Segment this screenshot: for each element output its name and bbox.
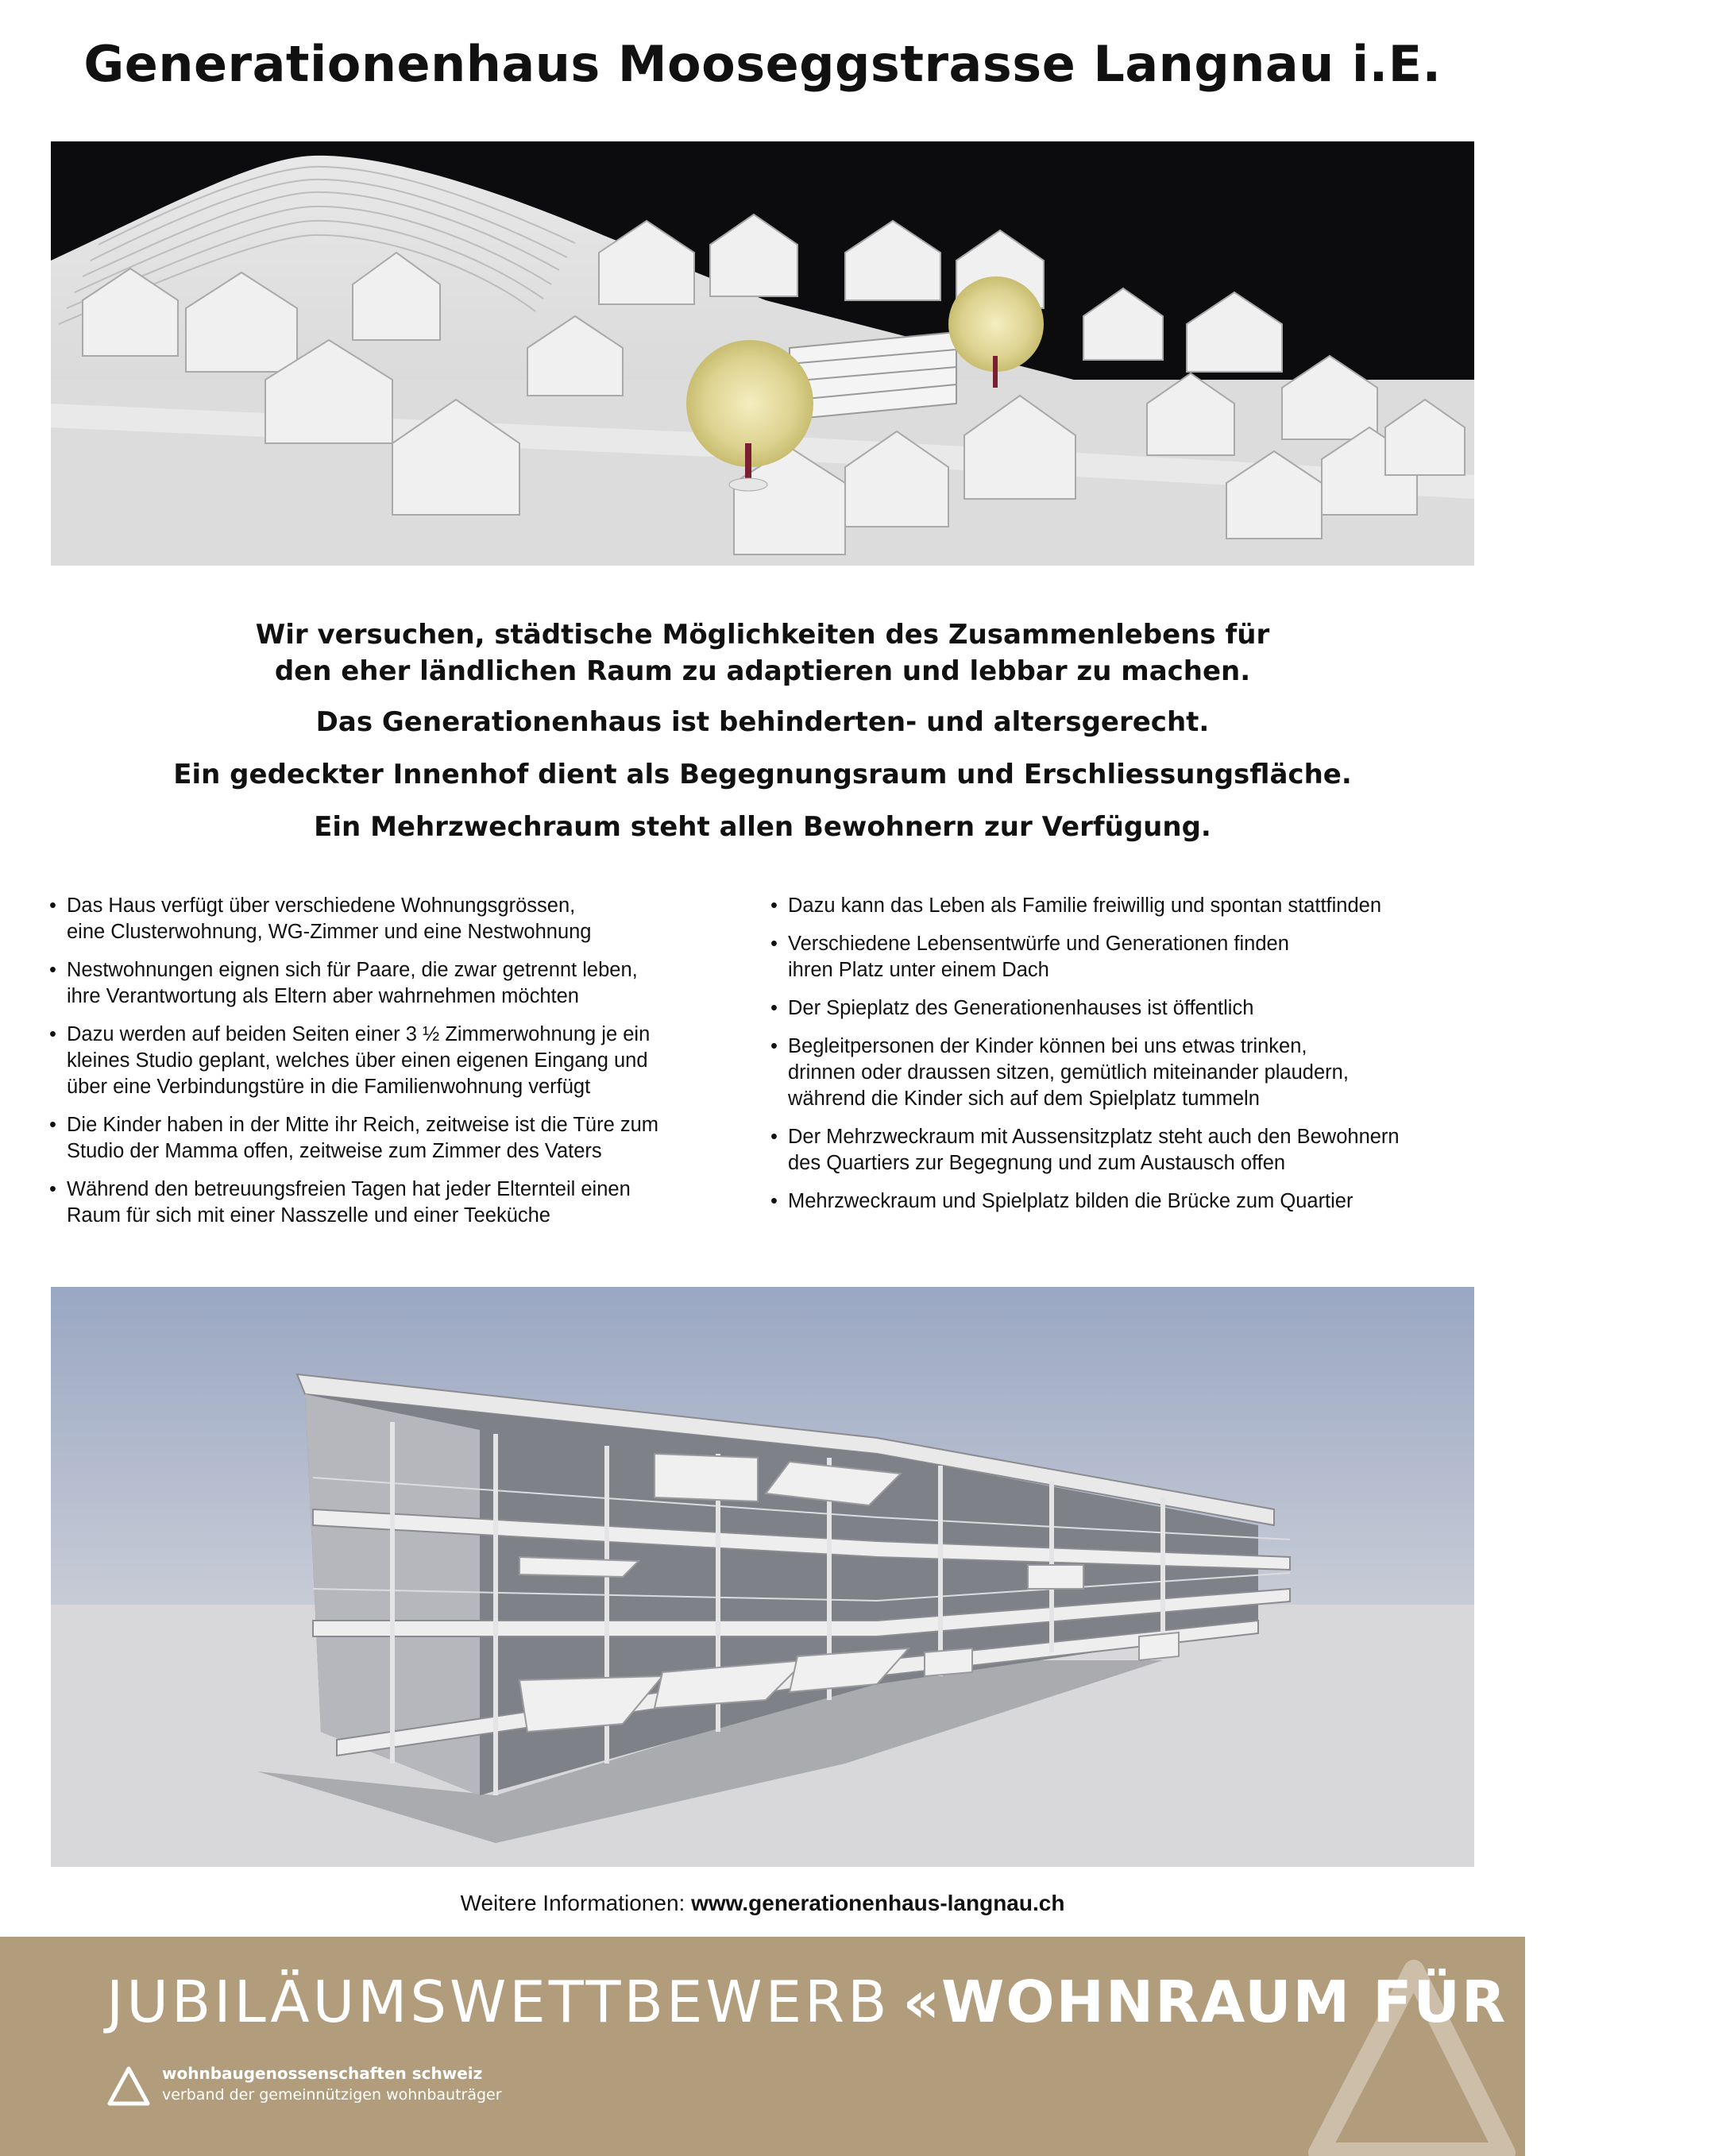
- lead-statements: [0, 616, 1525, 861]
- bullet-text-line: Verschiedene Lebensentwürfe und Generationen finden: [788, 933, 1289, 955]
- bullet-text-line: drinnen oder draussen sitzen, gemütlich miteinander plaudern,: [788, 1061, 1349, 1084]
- bullet-text-line: Studio der Mamma offen, zeitweise zum Zimmer des Vaters: [67, 1140, 602, 1162]
- lead-line-2: Das Generationenhaus ist behinderten- und altersgerecht.: [315, 706, 1210, 738]
- bullet-dot: •: [49, 894, 56, 917]
- bullet-text-line: Begleitpersonen der Kinder können bei uns etwas trinken,: [788, 1035, 1307, 1057]
- bullet-text-line: Dazu werden auf beiden Seiten einer 3 ½ Zimmerwohnung je ein: [67, 1023, 651, 1045]
- bullet-text-line: ihre Verantwortung als Eltern aber wahrnehmen möchten: [67, 985, 579, 1007]
- bullet-item: [770, 893, 1485, 919]
- bullet-item: [770, 995, 1485, 1022]
- wbg-logo-icon: [106, 2065, 151, 2110]
- more-info: [0, 1891, 1525, 1916]
- bullet-item: [49, 1177, 732, 1229]
- bullet-item: [49, 893, 732, 945]
- lead-line-1b: den eher ländlichen Raum zu adaptieren und lebbar zu machen.: [274, 655, 1251, 687]
- model-photo: [51, 141, 1474, 566]
- bullet-list-left: [49, 893, 732, 1241]
- bullet-dot: •: [49, 959, 56, 981]
- contest-title-light: JUBILÄUMSWETTBEWERB: [106, 1969, 890, 2035]
- bullet-text-line: während die Kinder sich auf dem Spielplatz tummeln: [788, 1088, 1260, 1110]
- bullet-dot: •: [49, 1114, 56, 1136]
- bullet-dot: •: [770, 1190, 778, 1212]
- bullet-dot: •: [770, 933, 778, 955]
- bullet-text-line: Während den betreuungsfreien Tagen hat jeder Elternteil einen: [67, 1178, 631, 1200]
- bullet-item: [770, 1124, 1485, 1177]
- triangle-watermark-icon: [1295, 1954, 1517, 2156]
- bullet-dot: •: [770, 894, 778, 917]
- bullet-list-right: [770, 893, 1485, 1227]
- contest-title-bold: «WOHNRAUM FÜR ALLE»: [902, 1969, 1730, 2035]
- website-link[interactable]: www.generationenhaus-langnau.ch: [691, 1891, 1065, 1915]
- bullet-text-line: Das Haus verfügt über verschiedene Wohnungsgrössen,: [67, 894, 576, 917]
- bullet-dot: •: [49, 1178, 56, 1200]
- lead-line-1a: Wir versuchen, städtische Möglichkeiten des Zusammenlebens für: [255, 619, 1270, 651]
- bullet-item: [49, 1022, 732, 1100]
- lead-paragraph-1: [0, 616, 1525, 690]
- bullet-item: [770, 1034, 1485, 1112]
- bullet-text-line: Raum für sich mit einer Nasszelle und einer Teeküche: [67, 1204, 550, 1227]
- page-title: Generationenhaus Mooseggstrasse Langnau i.E.: [83, 35, 1442, 93]
- bullet-text-line: über eine Verbindungstüre in die Familienwohnung verfügt: [67, 1076, 591, 1098]
- org-name: wohnbaugenossenschaften schweiz: [162, 2064, 483, 2083]
- lead-line-4: Ein Mehrzwechraum steht allen Bewohnern zur Verfügung.: [314, 811, 1211, 843]
- bullet-dot: •: [770, 997, 778, 1019]
- bullet-text-line: Nestwohnungen eignen sich für Paare, die zwar getrennt leben,: [67, 959, 638, 981]
- bullet-dot: •: [49, 1023, 56, 1045]
- bullet-text-line: ihren Platz unter einem Dach: [788, 959, 1049, 981]
- bullet-item: [770, 1188, 1485, 1215]
- bullet-item: [49, 1112, 732, 1165]
- bullet-text-line: kleines Studio geplant, welches über einen eigenen Eingang und: [67, 1049, 648, 1072]
- bullet-dot: •: [770, 1126, 778, 1148]
- building-rendering: [51, 1287, 1474, 1867]
- bullet-text-line: Mehrzweckraum und Spielplatz bilden die Brücke zum Quartier: [788, 1190, 1353, 1212]
- org-subtitle: verband der gemeinnützigen wohnbauträger: [162, 2086, 502, 2104]
- more-info-label: Weitere Informationen:: [460, 1891, 692, 1915]
- bullet-dot: •: [770, 1035, 778, 1057]
- bullet-text-line: eine Clusterwohnung, WG-Zimmer und eine Nestwohnung: [67, 921, 592, 943]
- bullet-text-line: Der Spieplatz des Generationenhauses ist öffentlich: [788, 997, 1254, 1019]
- bullet-item: [770, 931, 1485, 983]
- bullet-item: [49, 957, 732, 1010]
- bullet-text-line: Der Mehrzweckraum mit Aussensitzplatz steht auch den Bewohnern: [788, 1126, 1400, 1148]
- bullet-text-line: Die Kinder haben in der Mitte ihr Reich, zeitweise ist die Türe zum: [67, 1114, 659, 1136]
- lead-line-3: Ein gedeckter Innenhof dient als Begegnungsraum und Erschliessungsfläche.: [173, 759, 1352, 790]
- bullet-text-line: des Quartiers zur Begegnung und zum Austausch offen: [788, 1152, 1286, 1174]
- bullet-text-line: Dazu kann das Leben als Familie freiwillig und spontan stattfinden: [788, 894, 1382, 917]
